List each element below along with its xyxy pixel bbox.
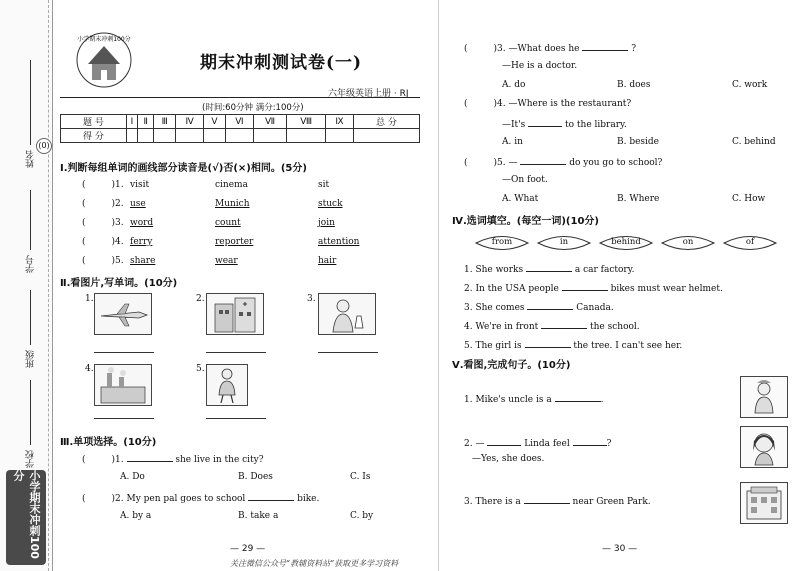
- pic-num-3: 3.: [307, 294, 316, 304]
- blank[interactable]: [541, 320, 587, 329]
- score-cell[interactable]: [287, 129, 326, 143]
- time-info: (时间:60分钟 满分:100分): [202, 103, 304, 113]
- mc-option-3b: B. does: [617, 80, 651, 90]
- mc-answer-paren[interactable]: (: [464, 44, 468, 54]
- blank[interactable]: [573, 437, 607, 446]
- score-row-label: 得 分: [61, 129, 127, 143]
- picture-reply-2: —Yes, she does.: [472, 454, 545, 464]
- class-line: [30, 290, 31, 345]
- mc-reply-4: —It's to the library.: [502, 120, 627, 130]
- fill-sentence-1: 1. She works a car factory.: [464, 265, 635, 275]
- score-header-cell: Ⅷ: [287, 115, 326, 129]
- mc-option-3c: C. work: [732, 80, 768, 90]
- mc-option-1b: B. Does: [238, 472, 273, 482]
- blank[interactable]: [528, 118, 562, 127]
- mc-option-3a: A. do: [502, 80, 526, 90]
- score-cell[interactable]: [353, 129, 419, 143]
- answer-line-3[interactable]: [318, 352, 378, 353]
- grade-label: 六年级英语上册 · RJ: [328, 89, 409, 99]
- score-header-cell: 总 分: [353, 115, 419, 129]
- score-header-cell: Ⅸ: [326, 115, 354, 129]
- score-table-header-row: [61, 115, 420, 129]
- mc-option-4b: B. beside: [617, 137, 660, 147]
- s1-answer-paren[interactable]: (: [82, 256, 86, 266]
- s1-answer-paren[interactable]: (: [82, 180, 86, 190]
- blank[interactable]: [248, 492, 294, 501]
- mc-question-1: ( )1. she live in the city?: [82, 455, 264, 465]
- section-2-title: Ⅱ.看图片,写单词。(10分): [60, 278, 178, 289]
- blank[interactable]: [487, 437, 521, 446]
- score-header-cell: Ⅳ: [176, 115, 204, 129]
- s1-item-1: ( )1. visit cinema sit: [82, 180, 330, 190]
- house-logo: [68, 30, 140, 90]
- mc-reply-5: —On foot.: [502, 175, 548, 185]
- score-cell[interactable]: [204, 129, 226, 143]
- score-table: [60, 114, 420, 143]
- score-table-score-row: [61, 129, 420, 143]
- factory-picture: [94, 364, 152, 406]
- s1-item-3: ( )3. word count join: [82, 218, 335, 228]
- picture-sentence-2: 2. — Linda feel ?: [464, 439, 612, 449]
- class-label: 班级: [26, 350, 36, 368]
- picture-sentence-1: 1. Mike's uncle is a .: [464, 395, 604, 405]
- mc-answer-paren[interactable]: (: [464, 99, 468, 109]
- pic-num-2: 2.: [196, 294, 205, 304]
- picture-sentence-3: 3. There is a near Green Park.: [464, 497, 651, 507]
- blank[interactable]: [127, 453, 173, 462]
- score-header-cell: Ⅵ: [225, 115, 253, 129]
- score-header-cell: Ⅰ: [126, 115, 137, 129]
- score-cell[interactable]: [154, 129, 176, 143]
- blank[interactable]: [526, 263, 572, 272]
- fill-sentence-5: 5. The girl is the tree. I can't see her.: [464, 341, 683, 351]
- blank[interactable]: [555, 393, 601, 402]
- s1-answer-paren[interactable]: (: [82, 218, 86, 228]
- mc-question-5: ( )5. — do you go to school?: [464, 158, 663, 168]
- word-leaf: in: [536, 234, 592, 252]
- word-leaf: of: [722, 234, 778, 252]
- mc-question-4: ( )4. —Where is the restaurant?: [464, 99, 632, 109]
- worker-picture: [740, 376, 788, 418]
- score-header-cell: Ⅶ: [253, 115, 286, 129]
- mc-option-5b: B. Where: [617, 194, 660, 204]
- pic-num-4: 4.: [85, 364, 94, 374]
- word-leaf: on: [660, 234, 716, 252]
- mc-option-2a: A. by a: [120, 511, 152, 521]
- school-label: 学校: [26, 450, 36, 468]
- name-label: 姓名: [26, 150, 36, 168]
- left-page: [60, 0, 432, 571]
- exam-title: 期末冲刺测试卷(一): [200, 53, 363, 73]
- page-number-left: — 29 —: [230, 544, 266, 554]
- s1-item-2: ( )2. use Munich stuck: [82, 199, 343, 209]
- blank[interactable]: [582, 42, 628, 51]
- s1-answer-paren[interactable]: (: [82, 237, 86, 247]
- mc-option-4c: C. behind: [732, 137, 776, 147]
- title-rule: [60, 97, 420, 98]
- score-header-cell: Ⅱ: [137, 115, 153, 129]
- fill-sentence-4: 4. We're in front the school.: [464, 322, 640, 332]
- binding-hole: (0): [36, 138, 52, 154]
- score-header-cell: Ⅲ: [154, 115, 176, 129]
- mc-question-3: ( )3. —What does he ?: [464, 44, 637, 54]
- mc-question-2: ( )2. My pen pal goes to school bike.: [82, 494, 320, 504]
- fill-sentence-2: 2. In the USA people bikes must wear helmet.: [464, 284, 723, 294]
- building-picture: [740, 482, 788, 524]
- blank[interactable]: [520, 156, 566, 165]
- right-page: [452, 0, 797, 571]
- girl-picture: [740, 426, 788, 468]
- score-cell[interactable]: [137, 129, 153, 143]
- word-leaf: behind: [598, 234, 654, 252]
- score-cell[interactable]: [326, 129, 354, 143]
- page-fold: [438, 0, 439, 571]
- section-3-title: Ⅲ.单项选择。(10分): [60, 437, 157, 448]
- section-4-title: Ⅳ.选词填空。(每空一词)(10分): [452, 216, 599, 227]
- section-5-title: Ⅴ.看图,完成句子。(10分): [452, 360, 571, 371]
- blank[interactable]: [527, 301, 573, 310]
- student-id-line: [30, 190, 31, 250]
- score-cell[interactable]: [225, 129, 253, 143]
- mc-option-5c: C. How: [732, 194, 766, 204]
- mc-option-1c: C. Is: [350, 472, 371, 482]
- mc-answer-paren[interactable]: (: [464, 158, 468, 168]
- pic-num-5: 5.: [196, 364, 205, 374]
- mc-option-5a: A. What: [502, 194, 539, 204]
- answer-line-4[interactable]: [94, 418, 154, 419]
- mc-option-4a: A. in: [502, 137, 523, 147]
- score-header-cell: 题 号: [61, 115, 127, 129]
- blank[interactable]: [525, 339, 571, 348]
- blank[interactable]: [524, 495, 570, 504]
- footer-note: 关注微信公众号“教辅资料站”获取更多学习资料: [230, 559, 399, 568]
- hospital-picture: [206, 293, 264, 335]
- airplane-picture: [94, 293, 152, 335]
- student-id-label: 学号: [26, 255, 36, 273]
- blank[interactable]: [562, 282, 608, 291]
- svg-text:小学期末冲刺100分: 小学期末冲刺100分: [77, 36, 131, 43]
- pic-num-1: 1.: [85, 294, 94, 304]
- postman-picture: [206, 364, 248, 406]
- score-cell[interactable]: [253, 129, 286, 143]
- score-cell[interactable]: [126, 129, 137, 143]
- mc-answer-paren[interactable]: (: [82, 455, 86, 465]
- cut-line: [48, 0, 49, 571]
- binding-strip: [0, 0, 53, 571]
- mc-option-2c: C. by: [350, 511, 374, 521]
- mc-answer-paren[interactable]: (: [82, 494, 86, 504]
- answer-line-2[interactable]: [206, 352, 266, 353]
- mc-reply-3: —He is a doctor.: [502, 61, 578, 71]
- section-1-title: Ⅰ.判断每组单词的画线部分读音是(√)否(×)相同。(5分): [60, 163, 307, 174]
- s1-answer-paren[interactable]: (: [82, 199, 86, 209]
- mc-option-1a: A. Do: [120, 472, 145, 482]
- answer-line-1[interactable]: [94, 352, 154, 353]
- scientist-picture: [318, 293, 376, 335]
- page-number-right: — 30 —: [602, 544, 638, 554]
- s1-item-5: ( )5. share wear hair: [82, 256, 337, 266]
- answer-line-5[interactable]: [206, 418, 266, 419]
- mc-option-2b: B. take a: [238, 511, 279, 521]
- fill-sentence-3: 3. She comes Canada.: [464, 303, 614, 313]
- score-cell[interactable]: [176, 129, 204, 143]
- s1-item-4: ( )4. ferry reporter attention: [82, 237, 360, 247]
- brand-tag: 小学期末冲刺100分: [6, 470, 46, 565]
- name-line: [30, 60, 31, 145]
- word-leaf: from: [474, 234, 530, 252]
- school-line: [30, 380, 31, 445]
- score-header-cell: Ⅴ: [204, 115, 226, 129]
